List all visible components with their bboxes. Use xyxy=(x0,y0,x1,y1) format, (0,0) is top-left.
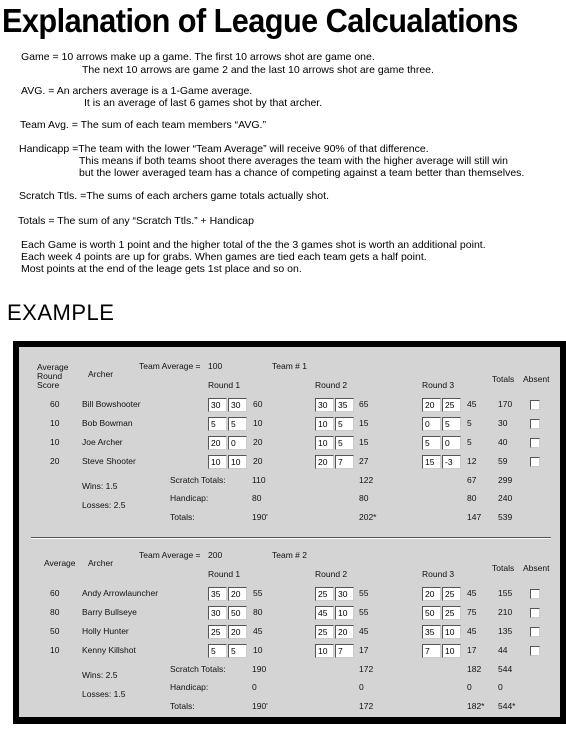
handicap-value: 80 xyxy=(359,493,369,503)
archer-total: 40 xyxy=(498,437,508,447)
r1-game-total: 55 xyxy=(253,588,263,598)
r3-scores xyxy=(422,455,462,473)
r2-game-total: 27 xyxy=(359,456,369,466)
r2-scores xyxy=(315,644,355,662)
r3-game-total: 5 xyxy=(467,418,472,428)
r2-game-total: 17 xyxy=(359,645,369,655)
explanation-line: Team Avg. = The sum of each team members “AVG.” xyxy=(20,119,266,131)
score-input[interactable]: 50 xyxy=(422,606,441,620)
score-input[interactable]: 5 xyxy=(422,436,441,450)
handicap-label: Handicap: xyxy=(170,493,209,503)
handicap-value: 0 xyxy=(498,682,503,692)
score-input[interactable]: 25 xyxy=(315,625,334,639)
average-header: Round xyxy=(37,371,63,381)
archer-name: Bob Bowman xyxy=(82,418,133,428)
score-input[interactable]: 50 xyxy=(228,606,247,620)
score-input[interactable]: 7 xyxy=(335,455,354,469)
r2-game-total: 55 xyxy=(359,607,369,617)
r3-scores xyxy=(422,398,462,416)
score-input[interactable]: 0 xyxy=(422,417,441,431)
score-input[interactable]: 5 xyxy=(335,417,354,431)
r1-scores xyxy=(208,436,248,454)
totals-value: 172 xyxy=(359,701,374,711)
r1-game-total: 80 xyxy=(253,607,263,617)
scratch-totals-value: 182 xyxy=(467,664,482,674)
archer-average: 50 xyxy=(50,626,60,636)
score-input[interactable]: 10 xyxy=(442,625,461,639)
r3-scores xyxy=(422,644,462,662)
explanation-line: Most points at the end of the leage gets 1st place and so on. xyxy=(21,263,302,275)
archer-name: Barry Bullseye xyxy=(82,607,137,617)
score-input[interactable]: 30 xyxy=(208,398,227,412)
example-heading: EXAMPLE xyxy=(7,300,115,325)
round-3-header: Round 3 xyxy=(422,569,455,579)
absent-checkbox[interactable] xyxy=(530,627,540,637)
score-input[interactable]: 10 xyxy=(228,455,247,469)
average-header: Average xyxy=(44,558,76,568)
archer-header: Archer xyxy=(88,369,114,379)
scratch-totals-value: 172 xyxy=(359,664,374,674)
r3-game-total: 45 xyxy=(467,399,477,409)
handicap-value: 80 xyxy=(467,493,477,503)
r2-game-total: 15 xyxy=(359,437,369,447)
round-1-header: Round 1 xyxy=(208,380,241,390)
totals-label: Totals: xyxy=(170,701,195,711)
r1-scores xyxy=(208,625,248,643)
r2-scores xyxy=(315,398,355,416)
score-input[interactable]: 20 xyxy=(228,625,247,639)
totals-value: 202* xyxy=(359,512,377,522)
archer-average: 80 xyxy=(50,607,60,617)
score-input[interactable]: 10 xyxy=(208,455,227,469)
explanation-line: Handicapp =The team with the lower “Team Average” will receive 90% of that difference. xyxy=(19,143,429,155)
absent-checkbox[interactable] xyxy=(530,608,540,618)
score-input[interactable]: 35 xyxy=(335,398,354,412)
score-input[interactable]: 45 xyxy=(315,606,334,620)
r1-game-total: 10 xyxy=(253,418,263,428)
r1-game-total: 20 xyxy=(253,437,263,447)
team-average-value: 200 xyxy=(208,550,223,560)
scratch-totals-value: 190 xyxy=(252,664,267,674)
round-3-header: Round 3 xyxy=(422,380,455,390)
r1-scores xyxy=(208,606,248,624)
score-input[interactable]: 20 xyxy=(422,398,441,412)
r2-game-total: 65 xyxy=(359,399,369,409)
archer-name: Steve Shooter xyxy=(82,456,136,466)
scratch-totals-value: 544 xyxy=(498,664,513,674)
r1-game-total: 20 xyxy=(253,456,263,466)
absent-checkbox[interactable] xyxy=(530,438,540,448)
score-input[interactable]: 5 xyxy=(228,417,247,431)
totals-value: 539 xyxy=(498,512,513,522)
r3-game-total: 75 xyxy=(467,607,477,617)
team-name: Team # 1 xyxy=(272,361,307,371)
r2-game-total: 15 xyxy=(359,418,369,428)
round-2-header: Round 2 xyxy=(315,380,348,390)
explanation-line: Each Game is worth 1 point and the higher total of the the 3 games shot is worth an additional point. xyxy=(21,239,486,251)
round-2-header: Round 2 xyxy=(315,569,348,579)
r1-scores xyxy=(208,455,248,473)
explanation-line: The next 10 arrows are game 2 and the last 10 arrows shot are game three. xyxy=(82,64,434,76)
r2-scores xyxy=(315,606,355,624)
score-input[interactable]: 20 xyxy=(422,587,441,601)
scratch-totals-label: Scratch Totals: xyxy=(170,664,226,674)
archer-total: 155 xyxy=(498,588,513,598)
explanation-line: but the lower averaged team has a chance of competing against a team better than themselves. xyxy=(79,167,525,179)
explanation-line: It is an average of last 6 games shot by that archer. xyxy=(84,97,323,109)
explanation-line: Totals = The sum of any “Scratch Ttls.” + Handicap xyxy=(18,215,254,227)
r3-scores xyxy=(422,436,462,454)
score-input[interactable]: 10 xyxy=(315,644,334,658)
score-input[interactable]: 10 xyxy=(442,644,461,658)
archer-name: Holly Hunter xyxy=(82,626,129,636)
absent-checkbox[interactable] xyxy=(530,646,540,656)
totals-value: 190' xyxy=(252,512,268,522)
totals-header: Totals xyxy=(492,374,515,384)
score-input[interactable]: 7 xyxy=(422,644,441,658)
score-input[interactable]: 10 xyxy=(315,417,334,431)
page-title: Explanation of League Calcualations xyxy=(2,2,518,39)
score-input[interactable]: 5 xyxy=(208,644,227,658)
explanation-line: Game = 10 arrows make up a game. The first 10 arrows shot are game one. xyxy=(21,51,375,63)
score-input[interactable]: 10 xyxy=(315,436,334,450)
archer-name: Bill Bowshooter xyxy=(82,399,141,409)
absent-checkbox[interactable] xyxy=(530,589,540,599)
r1-game-total: 60 xyxy=(253,399,263,409)
score-input[interactable]: 0 xyxy=(228,436,247,450)
absent-checkbox[interactable] xyxy=(530,400,540,410)
handicap-value: 0 xyxy=(359,682,364,692)
score-input[interactable]: 30 xyxy=(228,398,247,412)
totals-label: Totals: xyxy=(170,512,195,522)
explanation-line: Scratch Ttls. =The sums of each archers game totals actually shot. xyxy=(19,190,329,202)
r1-game-total: 10 xyxy=(253,645,263,655)
score-input[interactable]: 25 xyxy=(208,625,227,639)
r2-game-total: 55 xyxy=(359,588,369,598)
score-input[interactable]: 0 xyxy=(442,436,461,450)
archer-average: 10 xyxy=(50,645,60,655)
r3-game-total: 5 xyxy=(467,437,472,447)
archer-total: 170 xyxy=(498,399,513,409)
r1-scores xyxy=(208,587,248,605)
score-input[interactable]: 5 xyxy=(228,644,247,658)
r1-game-total: 45 xyxy=(253,626,263,636)
score-input[interactable]: 25 xyxy=(315,587,334,601)
r2-scores xyxy=(315,455,355,473)
score-input[interactable]: 25 xyxy=(442,398,461,412)
r2-scores xyxy=(315,436,355,454)
totals-value: 190' xyxy=(252,701,268,711)
r2-scores xyxy=(315,417,355,435)
score-input[interactable]: 20 xyxy=(335,625,354,639)
absent-header: Absent xyxy=(523,563,550,573)
round-1-header: Round 1 xyxy=(208,569,241,579)
score-input[interactable]: 15 xyxy=(422,455,441,469)
archer-total: 30 xyxy=(498,418,508,428)
team-name: Team # 2 xyxy=(272,550,307,560)
team-divider-highlight xyxy=(31,538,551,539)
totals-value: 147 xyxy=(467,512,482,522)
r3-game-total: 45 xyxy=(467,588,477,598)
archer-total: 44 xyxy=(498,645,508,655)
score-input[interactable]: 20 xyxy=(228,587,247,601)
r1-scores xyxy=(208,398,248,416)
r1-scores xyxy=(208,417,248,435)
score-input[interactable]: 35 xyxy=(422,625,441,639)
absent-header: Absent xyxy=(523,374,550,384)
r3-game-total: 12 xyxy=(467,456,477,466)
wins-label: Wins: 1.5 xyxy=(82,481,118,491)
r3-scores xyxy=(422,625,462,643)
archer-average: 10 xyxy=(50,437,60,447)
losses-label: Losses: 1.5 xyxy=(82,689,126,699)
archer-average: 20 xyxy=(50,456,60,466)
handicap-value: 0 xyxy=(252,682,257,692)
totals-value: 544* xyxy=(498,701,516,711)
handicap-value: 0 xyxy=(467,682,472,692)
score-input[interactable]: -3 xyxy=(442,455,461,469)
score-input[interactable]: 30 xyxy=(208,606,227,620)
average-header: Score xyxy=(37,380,60,390)
archer-name: Andy Arrowlauncher xyxy=(82,588,159,598)
handicap-label: Handicap: xyxy=(170,682,209,692)
scratch-totals-value: 67 xyxy=(467,475,477,485)
score-input[interactable]: 30 xyxy=(315,398,334,412)
r1-scores xyxy=(208,644,248,662)
explanation-line: Each week 4 points are up for grabs. When games are tied each team gets a half point. xyxy=(21,251,427,263)
score-input[interactable]: 7 xyxy=(335,644,354,658)
score-input[interactable]: 5 xyxy=(335,436,354,450)
score-input[interactable]: 30 xyxy=(335,587,354,601)
r2-game-total: 45 xyxy=(359,626,369,636)
team-average-label: Team Average = xyxy=(139,550,201,560)
score-input[interactable]: 20 xyxy=(315,455,334,469)
r3-scores xyxy=(422,606,462,624)
archer-total: 59 xyxy=(498,456,508,466)
score-input[interactable]: 25 xyxy=(442,587,461,601)
team-average-label: Team Average = xyxy=(139,361,201,371)
losses-label: Losses: 2.5 xyxy=(82,500,126,510)
average-header: Average xyxy=(37,362,69,372)
archer-total: 210 xyxy=(498,607,513,617)
scratch-totals-value: 122 xyxy=(359,475,374,485)
archer-name: Kenny Killshot xyxy=(82,645,136,655)
score-input[interactable]: 5 xyxy=(442,417,461,431)
r2-scores xyxy=(315,625,355,643)
archer-name: Joe Archer xyxy=(82,437,123,447)
scratch-totals-value: 299 xyxy=(498,475,513,485)
explanation-line: This means if both teams shoot there averages the team with the higher average will still win xyxy=(79,155,508,167)
r3-game-total: 17 xyxy=(467,645,477,655)
archer-average: 10 xyxy=(50,418,60,428)
totals-value: 182* xyxy=(467,701,485,711)
archer-average: 60 xyxy=(50,399,60,409)
totals-header: Totals xyxy=(492,563,515,573)
team-average-value: 100 xyxy=(208,361,223,371)
archer-average: 60 xyxy=(50,588,60,598)
absent-checkbox[interactable] xyxy=(530,419,540,429)
score-input[interactable]: 35 xyxy=(208,587,227,601)
handicap-value: 80 xyxy=(252,493,262,503)
scratch-totals-label: Scratch Totals: xyxy=(170,475,226,485)
score-input[interactable]: 20 xyxy=(208,436,227,450)
r2-scores xyxy=(315,587,355,605)
r3-scores xyxy=(422,417,462,435)
score-input[interactable]: 5 xyxy=(208,417,227,431)
scratch-totals-value: 110 xyxy=(252,475,266,485)
r3-game-total: 45 xyxy=(467,626,477,636)
archer-header: Archer xyxy=(88,558,114,568)
score-input[interactable]: 10 xyxy=(335,606,354,620)
explanation-line: AVG. = An archers average is a 1-Game average. xyxy=(21,85,253,97)
score-input[interactable]: 25 xyxy=(442,606,461,620)
wins-label: Wins: 2.5 xyxy=(82,670,118,680)
handicap-value: 240 xyxy=(498,493,513,503)
r3-scores xyxy=(422,587,462,605)
archer-total: 135 xyxy=(498,626,513,636)
absent-checkbox[interactable] xyxy=(530,457,540,467)
